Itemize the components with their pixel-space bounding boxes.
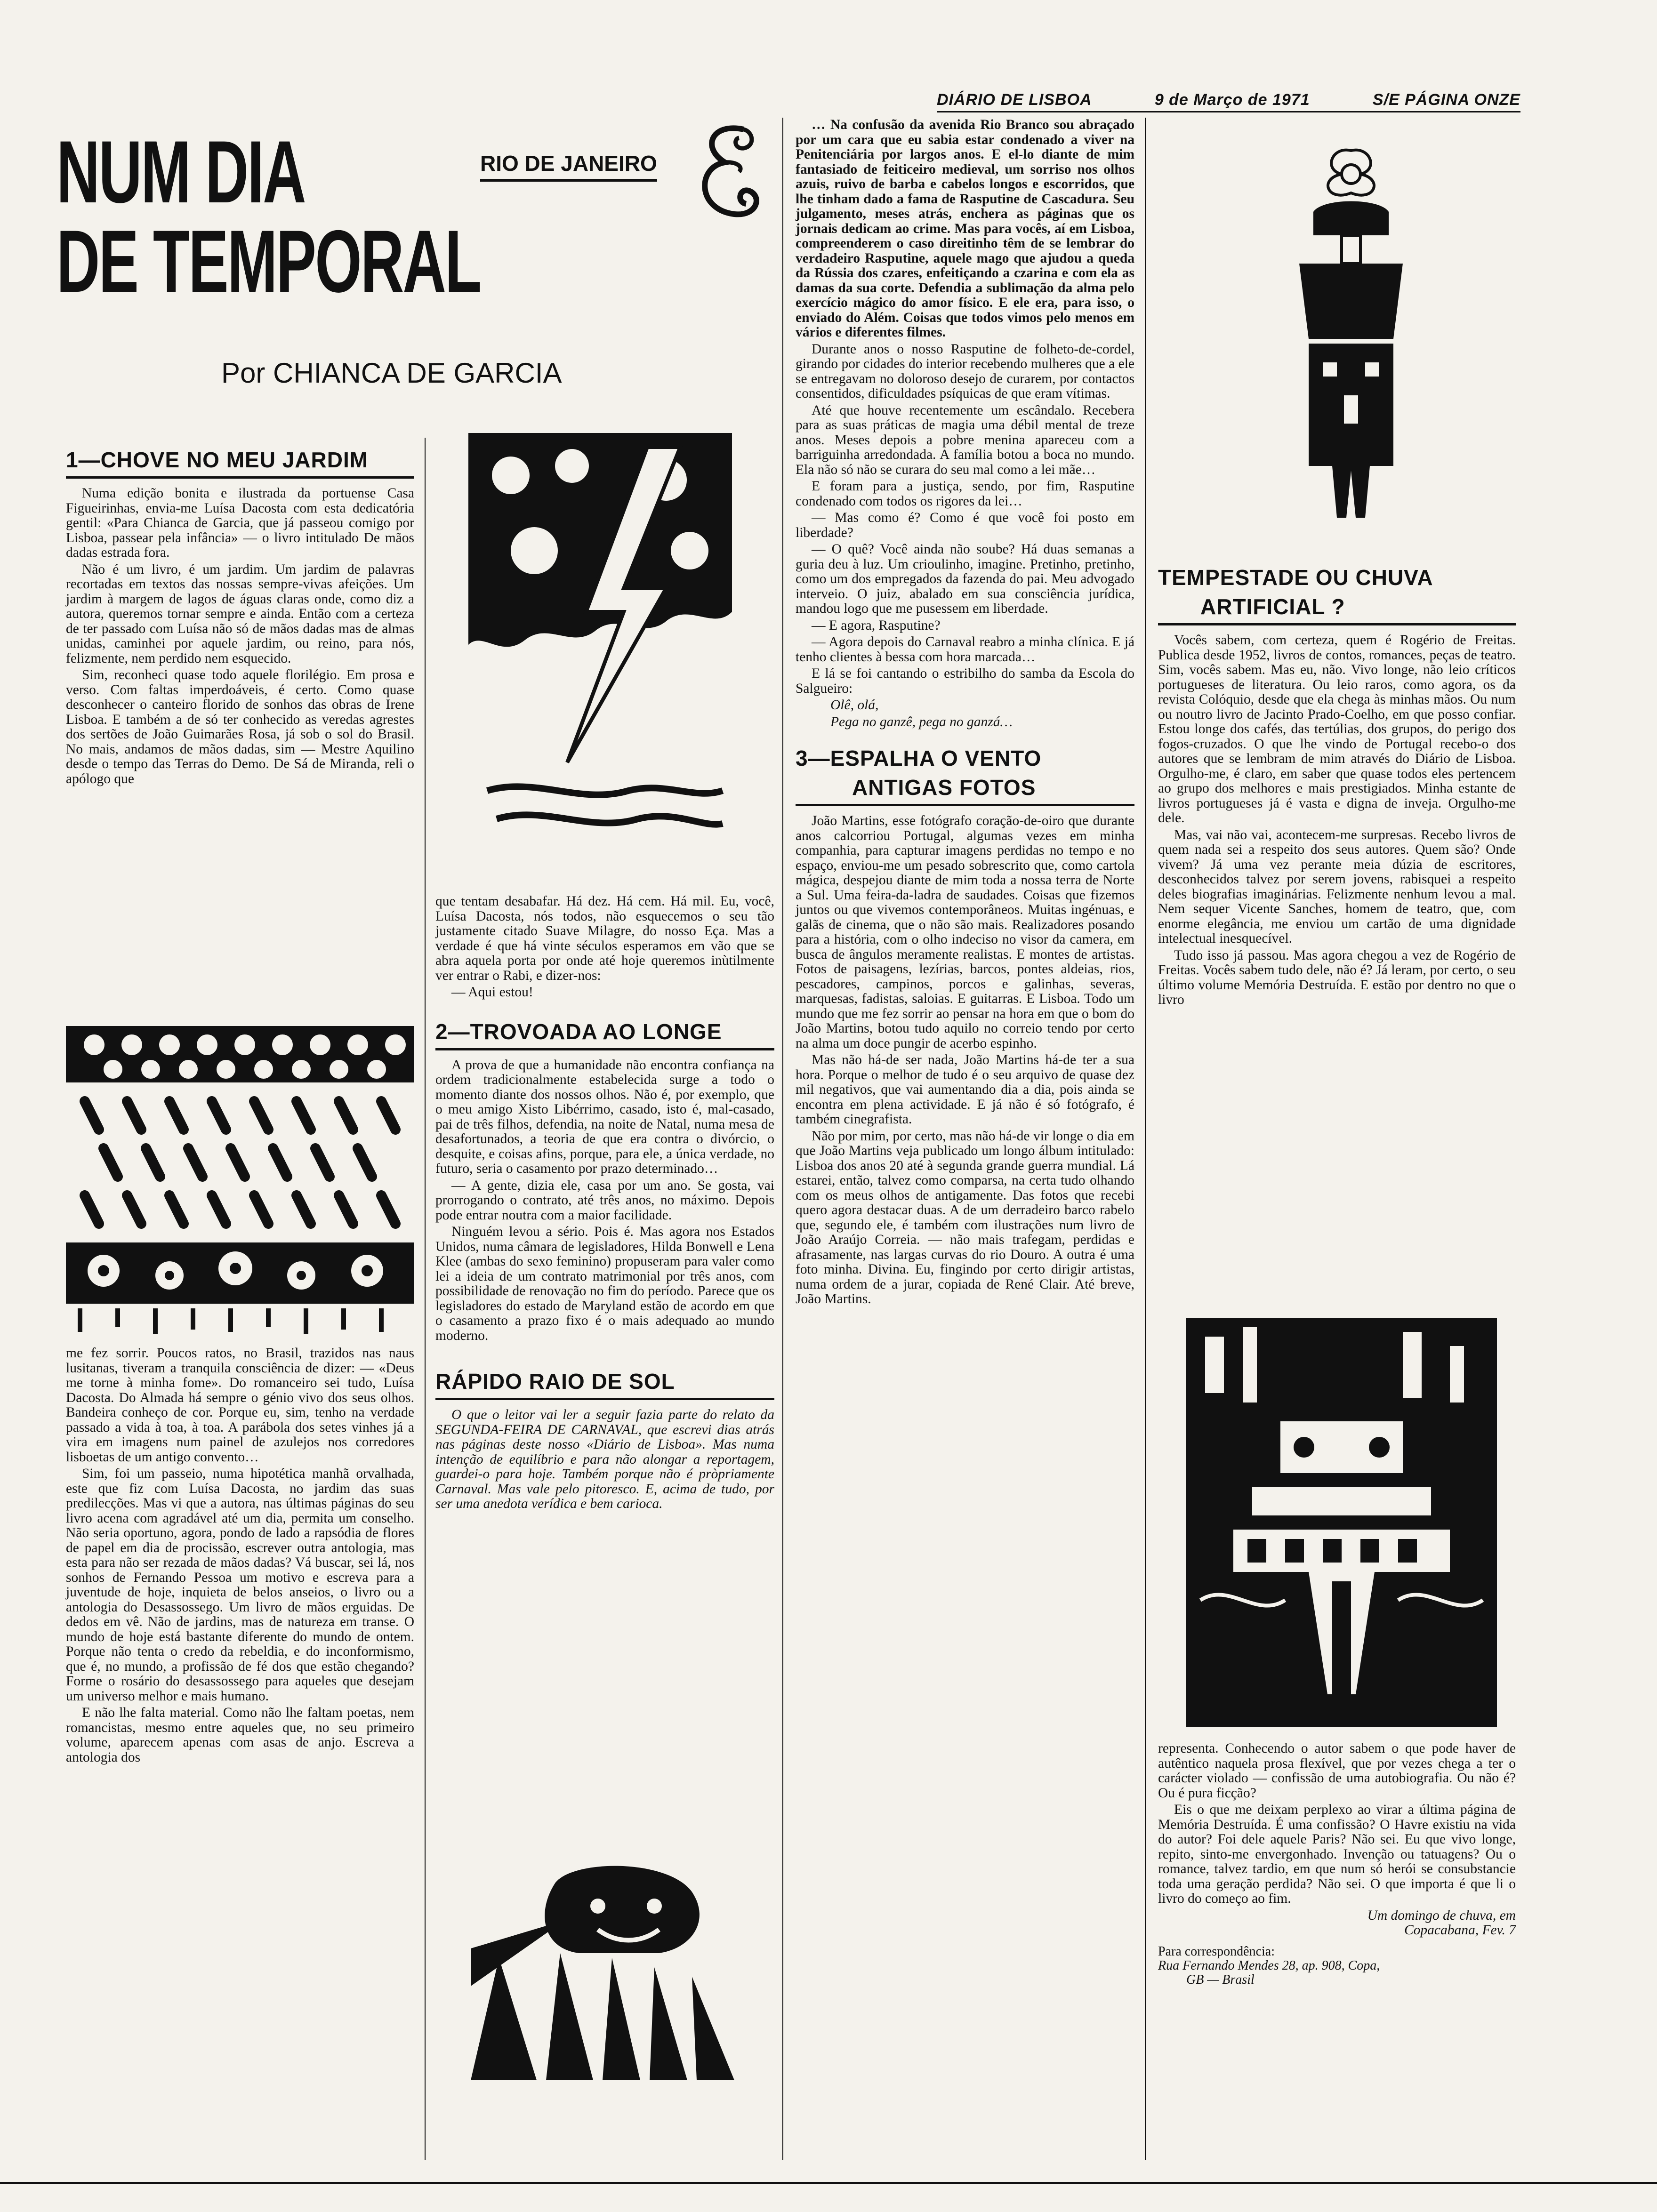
paragraph: Durante anos o nosso Rasputine de folheto-de-cordel, girando por cidades do interior recebendo mulheres que a ele se entregavam no doloroso desejo de curarem, por contactos consentidos, dificuldades psíquicas de que eram vítimas. [796,341,1134,401]
paragraph: Vocês sabem, com certeza, quem é Rogério de Freitas. Publica desde 1952, livros de contos, romances, peças de teatro. Sim, vocês sabem. Mas eu, não. Vivo longe, não leio críticos portugueses de literatura. Ou leio raros, como agora, os da revista Colóquio, desde que ela chega às minhas mãos. Ou num ou noutro livro de Jacinto Prado-Coelho, em que posso confiar. Estou longe dos cafés, das tertúlias, dos grupos, do perigo dos fogos-cruzados. O que lhe vindo de Portugal recebo-o dos autores que se lembram de mim através do Diário de Lisboa. Orgulho-me, é claro, em saber que quase todos eles pertencem ao grupo dos melhores e mais prestigiados. Minha estante de livros portugueses já é vasta e digna de inveja. Orgulho-me dele. [1158,633,1516,825]
paragraph: E lá se foi cantando o estribilho do samba da Escola do Salgueiro: [796,666,1134,696]
paragraph: E foram para a justiça, sendo, por fim, Rasputine condenado com todos os rigores da lei… [796,479,1134,509]
paragraph: Não por mim, por certo, mas não há-de vir longe o dia em que João Martins veja publicado um longo álbum intitulado: Lisboa dos anos 20 até à segunda grande guerra mundial. Lá estarei, então, talvez como comparsa, na certa tudo olhando com os meus olhos de antigamente. Das fotos que recebi quero agora destacar duas. A de um derradeiro barco rabelo que, segundo ele, é também com ilustrações num livro de João Araújo Correia. — não mais trafegam, perdidas e afrasamente, nas largas curvas do rio Douro. A outra é uma foto minha. Divina. Eu, fingindo por certo dirigir artistas, numa ordem de a jurar, copiada de René Clair. Até breve, João Martins. [796,1128,1134,1306]
paragraph: — Mas como é? Como é que você foi posto em liberdade? [796,510,1134,540]
section-heading-3b: ANTIGAS FOTOS [796,775,1134,806]
column-1-top [66,447,414,788]
correspondence-label: Para correspondência: [1158,1944,1275,1959]
verse-line: Olê, olá, [830,697,879,713]
figure-woodcut [1280,141,1422,527]
section-heading-1: 1—CHOVE NO MEU JARDIM [66,447,414,479]
issue-date: 9 de Março de 1971 [1154,90,1310,109]
paragraph: Sim, foi um passeio, numa hipotética manhã orvalhada, este que fiz com Luísa Dacosta, no jardim das suas predilecções. Mas vi que a autora, nas últimas páginas do seu livro acena com agradável até um dia, permita um conselho. Não seria oportuno, agora, pondo de lado a rapsódia de flores de papel em dia de procissão, escrever outra antologia, mas esta para não ser rezada de mãos dadas? Vá buscar, sei lá, nos sonhos de Fernando Pessoa um motivo e escreva para a juventude de hoje, inquieta de belos anseios, o livro ou a antologia do Desassossego. Um livro de mãos erguidas. De dedos em vê. Não de jardins, mas de natureza em transe. O mundo de hoje está bastante diferente do mundo de ontem. Porque não tenta o credo da rebeldia, e do inconformismo, que é, no mundo, a profissão de fé dos que estão chegando? Forme o rosário do desassossego para aqueles que desejam um universo melhor e mais humano. [66,1466,414,1704]
section-heading-5b: ARTIFICIAL ? [1158,594,1516,625]
verse-line: Pega no ganzê, pega no ganzá… [830,714,1013,729]
paragraph: — E agora, Rasputine? [812,617,941,633]
lightning-woodcut [468,433,732,847]
scroll-e-ornament [692,120,763,224]
paragraph: Numa edição bonita e ilustrada da portuense Casa Figueirinhas, envia-me Luísa Dacosta com esta dedicatória gentil: «Para Chianca de Garcia, que já passeou comigo por Lisboa, passear pela infância» — o livro intitulado De mãos dadas estrada fora. [66,486,414,560]
section-heading-5a: TEMPESTADE OU CHUVA [1158,565,1433,590]
paragraph: — O quê? Você ainda não soube? Há duas semanas a guria deu à luz. Um crioulinho, imagine. Pretinho, pretinho, como um dos empregados da fazenda do pai. Meu advogado interveio. O juiz, abalado em sua consciência jurídica, mandou logo que me pusessem em liberdade. [796,542,1134,616]
paragraph: … Na confusão da avenida Rio Branco sou abraçado por um cara que eu sabia estar condenado a viver na Penitenciária por largos anos. E el-lo diante de mim fantasiado de feiticeiro medieval, um sorriso nos olhos azuis, ruivo de barba e cabelos longos e escorridos, que lhe tinham dado a fama de Rasputine de Cascadura. Seu julgamento, meses atrás, enchera as páginas que os jornais dedicam ao crime. Mas para vocês, aí em Lisboa, compreenderem o caso direitinho têm de se lembrar do verdadeiro Rasputine, aquele mago que ajudou a queda da Rússia dos czares, enfeitiçando a czarina e com ela as damas da sua corte. Defendia a sublimação da alma pelo exercício mágico do amor físico. E ele era, para isso, o enviado do Além. Coisas que todos vimos pelo menos em vários e diferentes filmes. [796,117,1134,340]
column-divider-3 [1145,118,1146,2160]
page-label: S/E PÁGINA ONZE [1372,90,1520,109]
paragraph: Não é um livro, é um jardim. Um jardim de palavras recortadas em textos das nossas sempre-vivas afeições. Um jardim à margem de lagos de águas claras onde, como diz a autora, queremos tornar sempre e ainda. Então com a certeza de ter passado com Luísa não só de mãos dadas mas de almas unidas, caminhei por aquele jardim, ou reino, para nós, felizmente, nem perdido nem esquecido. [66,561,414,666]
correspondence-address: Rua Fernando Mendes 28, ap. 908, Copa, [1158,1958,1380,1973]
paragraph: O que o leitor vai ler a seguir fazia parte do relato da SEGUNDA-FEIRA DE CARNAVAL, que escrevi dias atrás nas páginas deste nosso «Diário de Lisboa». Mas numa intenção de equilíbrio e para não alongar a reportagem, guardei-o para hoje. Também porque não é pròpriamente Carnaval. Mas vale pelo pitoresco. E, acima de tudo, por ser uma anedota verídica e bem carioca. [435,1407,774,1511]
column-2 [435,894,774,1514]
byline: Por CHIANCA DE GARCIA [221,357,562,389]
paragraph: que tentam desabafar. Há dez. Há cem. Há mil. Eu, você, Luísa Dacosta, nós todos, não esquecemos o seu tão justamente citado Suave Milagre, do nosso Eça. Mas a verdade é que há vinte séculos esperamos em vão que se abra aquela porta por onde até hoje queremos inùtilmente ver entrar o Rabi, e dizer-nos: [435,894,774,983]
rain-woodcut [66,1026,414,1337]
paragraph: A prova de que a humanidade não encontra confiança na ordem tradicionalmente estabelecida surge a todo o momento diante dos nossos olhos. Não é, por exemplo, que o meu amigo Xisto Libérrimo, casado, isto é, mal-casado, pai de três filhos, defendia, na noite de Natal, numa mesa de desafortunados, a teoria de que era contra o divórcio, o desquite, e coisas afins, porque, para ele, a única verdade, no futuro, seria o casamento por prazo determinado… [435,1057,774,1176]
paragraph: — A gente, dizia ele, casa por um ano. Se gosta, vai prorrogando o contrato, até três anos, no máximo. Depois pode entrar noutra com a maior facilidade. [435,1178,774,1223]
column-3 [796,118,1134,1309]
dateline: Copacabana, Fev. 7 [1404,1923,1516,1938]
paragraph: Tudo isso já passou. Mas agora chegou a vez de Rogério de Freitas. Vocês sabem tudo dele, não é? Já leram, por certo, o seu último volume Memória Destruída. E estão por dentro no que o livro [1158,947,1516,1007]
article-title [56,122,481,311]
paragraph: Ninguém levou a sério. Pois é. Mas agora nos Estados Unidos, numa câmara de legisladores, Hilda Bonwell e Lena Klee (ambas do sexo feminino) propuseram para valer como lei a ideia de um contrato matrimonial por três anos, com possibilidade de renovação no fim do período. Parece que os legisladores do estado de Maryland estão de acordo em que o casamento a prazo fixo é o mais adequado ao mundo moderno. [435,1224,774,1343]
paper-name: DIÁRIO DE LISBOA [937,90,1092,109]
paragraph: Até que houve recentemente um escândalo. Recebera para as suas práticas de magia uma débil mental de treze anos. Meses depois a pobre menina apareceu com a barriguinha arredondada. A família botou a boca no mundo. Ela não só não se curara do seu mal como a lei mãe… [796,402,1134,477]
paragraph: Mas não há-de ser nada, João Martins há-de ter a sua hora. Porque o melhor de tudo é o seu arquivo de quase dez mil negativos, que vai aumentando dia a dia, pois ainda se encontra em plena actividade. E já não é só fotógrafo, é também cinegrafista. [796,1052,1134,1127]
column-1-bottom [66,1346,414,1767]
paragraph: Mas, vai não vai, acontecem-me surpresas. Recebo livros de quem nada sei a respeito dos seus autores. Quem são? Onde vivem? Já uma vez perante meia dúzia de escritores, desconhecidos talvez por serem jovens, rabisquei a respeito deles biografias imaginárias. Felizmente nenhum levou a mal. Nem sequer Vicente Sanches, homem de teatro, que, com enorme elegância, me enviou um cartão de uma dignidade intelectual inesquecível. [1158,827,1516,946]
title-line-2: DE TEMPORAL [56,212,481,311]
dateline: Um domingo de chuva, em [1367,1907,1516,1923]
paragraph: Eis o que me deixam perplexo ao virar a última página de Memória Destruída. É uma confissão? O Havre existiu na vida do autor? Foi dele aquele Paris? Não sei. Eu que vivo longe, repito, sinto-me envergonhado. Invenção ou tatuagens? Ou o romance, talvez tardio, em que num só herói se consubstancie toda uma geração perdida? Não sei. O que importa é que li o livro do começo ao fim. [1158,1802,1516,1906]
paragraph: E não lhe falta material. Como não lhe faltam poetas, nem romancistas, mesmo entre aqueles que, no seu primeiro volume, aparecem apenas com asas de anjo. Escreva a antologia dos [66,1705,414,1765]
masthead-rule [937,111,1520,112]
paragraph: Sim, reconheci quase todo aquele florilégio. Em prosa e verso. Com faltas imperdoáveis, é certo. Como quase desconhecer o canteiro florido de sonhos das obras de Irene Lisboa. E também a de só ter conhecido as veredas agrestes dos sertões de João Guimarães Rosa, já sob o sol do Brasil. No mais, andamos de mãos dadas, sim — Mestre Aquilino desde o tempo das Terras do Demo. De Sá de Miranda, reli o apólogo que [66,667,414,786]
section-heading-2: 2—TROVOADA AO LONGE [435,1019,774,1050]
camera-woodcut [1186,1318,1497,1727]
paragraph: João Martins, esse fotógrafo coração-de-oiro que durante anos calcorriou Portugal, algumas vezes em minha companhia, para capturar imagens perdidas no tempo e no espaço, enviou-me um pesado sobrescrito que, como cartola mágica, despejou diante de mim toda a nossa terra de Norte a Sul. Uma feira-da-ladra de saudades. Coisas que fizemos juntos ou que vivemos contemporâneos. Muitas ingénuas, e galãs de cinema, que o não são mais. Realizadores posando para a história, com o olho indeciso no visor da camera, em busca de ângulos meramente realistas. E montes de artistas. Fotos de paisagens, lezírias, barcos, pontes aldeias, rios, pescadores, campinos, porcos e galinhas, severas, marquesas, fadistas, saloias. E guitarras. E Lisboa. Todo um mundo que me fez sorrir ao pensar na hora em que o bom do João Martins, botou tudo aquilo no correio tendo por certo na alma um doce pungir de acerbo espinho. [796,813,1134,1051]
column-4-bottom [1158,1741,1516,1987]
paragraph: — Aqui estou! [451,985,533,1000]
sun-woodcut [471,1864,734,2080]
section-heading-4: RÁPIDO RAIO DE SOL [435,1369,774,1400]
paragraph: me fez sorrir. Poucos ratos, no Brasil, trazidos nas naus lusitanas, tiveram a tranquila consciência de dizer: — «Deus me torne à minha fome». Do romanceiro sei tudo, Luísa Dacosta. Do Almada há sempre o génio vivo dos seus olhos. Bandeira conheço de cor. Porque eu, sim, tenho na verdade passado a vida à toa, à toa. A parábola dos setes vinhes já a vira em imagens num painel de azulejos nos corredores lisboetas de um antigo convento… [66,1346,414,1465]
location-label: RIO DE JANEIRO [480,151,657,182]
masthead [937,88,1520,111]
column-4-top [1158,565,1516,1010]
paragraph: — Agora depois do Carnaval reabro a minha clínica. E já tenho clientes à bessa com hora marcada… [796,634,1134,665]
title-line-1: NUM DIA [56,122,305,221]
paragraph: representa. Conhecendo o autor sabem o que pode haver de autêntico naquela prosa flexível, que por vezes chega a ter o carácter violado — confissão de uma autobiografia. Ou não é? Ou é pura ficção? [1158,1741,1516,1801]
correspondence-address: GB — Brasil [1186,1972,1255,1987]
column-divider-2 [782,118,783,2160]
section-heading-3a: 3—ESPALHA O VENTO [796,746,1042,770]
bottom-rule [0,2182,1657,2184]
column-divider-1 [425,438,426,2160]
